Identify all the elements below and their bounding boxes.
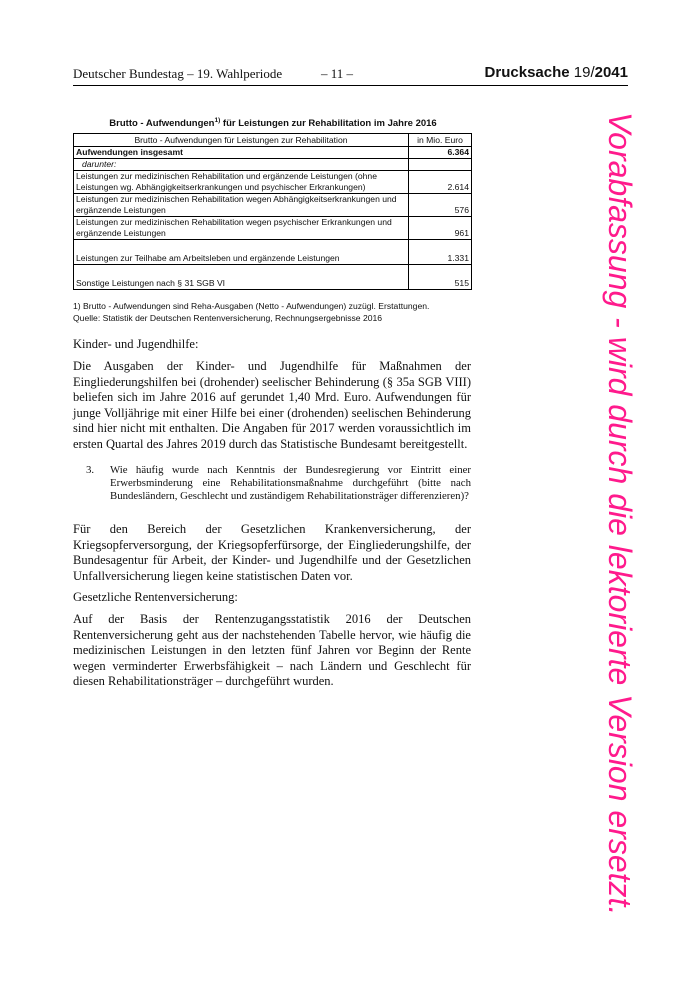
- row-value: 1.331: [409, 240, 472, 265]
- row-label: Leistungen zur medizinischen Rehabilitation wegen Abhängigkeitserkrankungen und ergänzende Leistungen: [74, 194, 409, 217]
- total-label: Aufwendungen insgesamt: [74, 147, 409, 159]
- table-title: Brutto - Aufwendungen$^{1)}$ für Leistungen zur Rehabilitation im Jahre 2016: [109, 117, 437, 130]
- source-text: Quelle: Statistik der Deutschen Rentenversicherung, Rechnungsergebnisse 2016: [73, 313, 383, 323]
- table-row: [74, 240, 472, 265]
- header-parliament: Deutscher Bundestag – 19. Wahlperiode: [73, 66, 283, 81]
- page-header: [73, 66, 628, 84]
- row-label: Leistungen zur medizinischen Rehabilitation wegen psychischer Erkrankungen und ergänzende Leistungen: [74, 217, 409, 240]
- table-row: [74, 217, 472, 240]
- section-heading-rente: Gesetzliche Rentenversicherung:: [73, 590, 238, 604]
- doc-number-prefix: 19/: [573, 64, 595, 81]
- table-row-subheading: [74, 159, 472, 171]
- table-row: [74, 194, 472, 217]
- section-heading-kinder: Kinder- und Jugendhilfe:: [73, 337, 199, 351]
- subheading-label: darunter:: [74, 159, 409, 171]
- column-header-amount: in Mio. Euro: [409, 134, 472, 147]
- row-value: 2.614: [409, 171, 472, 194]
- rehabilitation-expenses-table: [73, 133, 472, 290]
- paragraph-bereich: Für den Bereich der Gesetzlichen Krankenversicherung, der Kriegsopferversorgung, der Kriegsopferfürsorge, der Eingliederungshilfe, der Bundesagentur für Arbeit, der Kinder- und Jugendhilfe und der Gesetzlichen Unfallversicherung liegen keine statistischen Daten vor.: [73, 522, 471, 583]
- paragraph-basis: Auf der Basis der Rentenzugangsstatistik 2016 der Deutschen Rentenversicherung geht aus der nachstehenden Tabelle hervor, wie häufig die medizinischen Leistungen in den letzten fünf Jahren vor Beginn der Rente wegen verminderter Erwerbsfähigkeit – nach Ländern und Geschlecht für diesen Rehabilitationsträger – durchgeführt wurden.: [73, 612, 471, 689]
- table-row: [74, 171, 472, 194]
- paragraph-ausgaben: Die Ausgaben der Kinder- und Jugendhilfe für Maßnahmen der Eingliederungshilfen bei (drohender) seelischer Behinderung (§ 35a SGB VIII) beliefen sich im Jahre 2016 auf gerundet 1,40 Mrd. Euro. Aufwendungen für junge Volljährige mit einer Hilfe bei einer (drohenden) seelischen Behinderung sind hier nicht mit enthalten. Die Angaben für 2017 werden voraussichtlich im ersten Quartal des Jahres 2019 durch das Statistische Bundesamt bereitgestellt.: [73, 359, 471, 451]
- row-value: 961: [409, 217, 472, 240]
- page-number: – 11 –: [321, 66, 354, 81]
- total-value: 6.364: [409, 147, 472, 159]
- column-header-category: Brutto - Aufwendungen für Leistungen zur Rehabilitation: [74, 134, 409, 147]
- table-footnotes: [73, 300, 429, 324]
- row-value: 576: [409, 194, 472, 217]
- question-text: Wie häufig wurde nach Kenntnis der Bundesregierung vor Eintritt einer Erwerbsminderung eine Rehabilitationsmaßnahme durchgeführt (bitte nach Bundesländern, Geschlecht und zuständigem Rehabilitationsträger differenzieren)?: [110, 464, 471, 502]
- watermark-text: Vorabfassung - wird durch die lektorierte Version ersetzt.: [602, 112, 638, 916]
- question-block: [86, 464, 471, 503]
- doc-label: Drucksache: [484, 64, 574, 81]
- table-row-total: [74, 147, 472, 159]
- row-label: Leistungen zur medizinischen Rehabilitation und ergänzende Leistungen (ohne Leistungen wg. Abhängigkeitserkrankungen und psychischer Erkrankungen): [74, 171, 409, 194]
- table-row: [74, 265, 472, 290]
- question-number: 3.: [86, 464, 95, 476]
- row-label: Leistungen zur Teilhabe am Arbeitsleben und ergänzende Leistungen: [74, 240, 409, 265]
- row-value: 515: [409, 265, 472, 290]
- document-number: [485, 64, 628, 81]
- row-label: Sonstige Leistungen nach § 31 SGB VI: [74, 265, 409, 290]
- footnote-marker: 1): [214, 117, 221, 124]
- table-header-row: [74, 134, 472, 147]
- footnote-text: 1) Brutto - Aufwendungen sind Reha-Ausgaben (Netto - Aufwendungen) zuzügl. Erstattungen.: [73, 301, 430, 311]
- draft-watermark: [602, 112, 668, 916]
- header-rule: [73, 85, 628, 86]
- doc-number: 2041: [594, 64, 628, 81]
